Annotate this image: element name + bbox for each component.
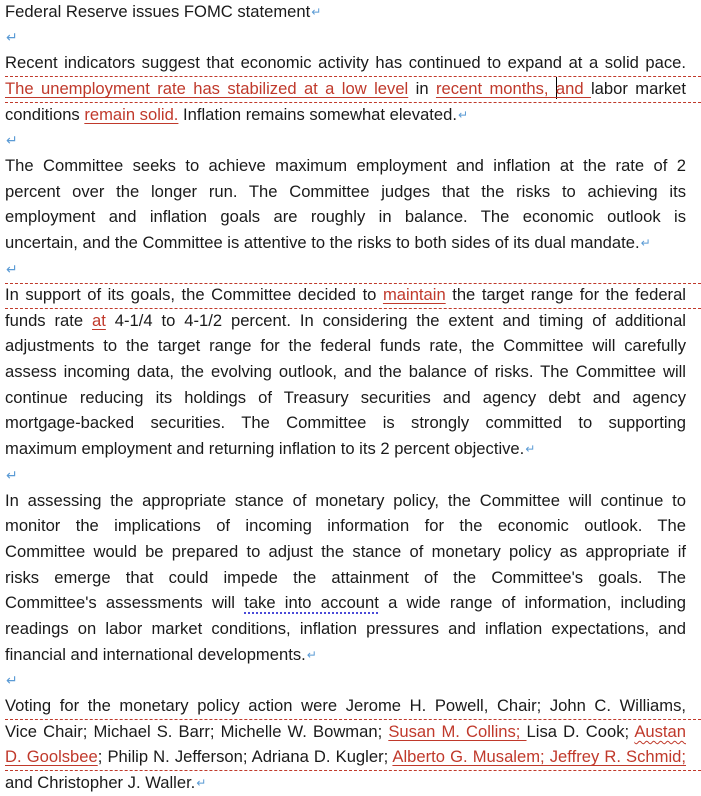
empty-paragraph[interactable]	[5, 668, 18, 693]
paragraph-5-line-4[interactable]	[5, 771, 206, 796]
empty-paragraph[interactable]	[5, 25, 18, 50]
text-run: In support of its goals, the Committee decided to	[5, 285, 383, 304]
paragraph-mark-icon: ↵	[6, 29, 18, 45]
text-run: readings on labor market conditions, inflation pressures and inflation expectations, and	[5, 619, 686, 638]
text-run: financial and international developments.	[5, 645, 306, 664]
inserted-text[interactable]: Susan M. Collins;	[388, 722, 527, 741]
paragraph-2-line-3[interactable]	[5, 205, 686, 230]
paragraph-3-line-6[interactable]	[5, 411, 686, 436]
text-run: Recent indicators suggest that economic activity has continued to expand at a solid pace.	[5, 53, 686, 72]
text-run: monitor the implications of incoming information for the economic outlook. The	[5, 516, 686, 535]
inserted-text[interactable]: recent months,	[435, 79, 556, 98]
text-run: funds rate	[5, 311, 93, 330]
text-run: and Christopher J. Waller.	[5, 773, 196, 792]
paragraph-3-line-4[interactable]	[5, 360, 686, 385]
paragraph-mark-icon: ↵	[6, 261, 18, 277]
text-run: Committee's assessments will	[5, 593, 245, 612]
paragraph-mark-icon: ↵	[306, 648, 317, 662]
text-run: Voting for the monetary policy action were Jerome H. Powell, Chair; John C. Williams,	[5, 696, 686, 715]
text-run: the target range for the federal	[445, 285, 686, 304]
paragraph-mark-icon: ↵	[640, 236, 651, 250]
text-run: mortgage-backed securities. The Committee is strongly committed to supporting	[5, 413, 686, 432]
paragraph-1-line-1[interactable]	[5, 51, 686, 76]
paragraph-3-line-5[interactable]	[5, 386, 686, 411]
inserted-text[interactable]: maintain	[382, 285, 446, 304]
paragraph-4-line-6[interactable]	[5, 617, 686, 642]
paragraph-4-line-5[interactable]	[5, 591, 686, 616]
paragraph-3-line-7[interactable]	[5, 437, 535, 462]
text-run: adjustments to the target range for the federal funds rate, the Committee will carefully	[5, 336, 686, 355]
paragraph-mark-icon: ↵	[6, 467, 18, 483]
paragraph-2-line-1[interactable]	[5, 154, 686, 179]
paragraph-5-line-3[interactable]	[5, 745, 686, 770]
paragraph-mark-icon: ↵	[196, 776, 207, 790]
paragraph-4-line-7[interactable]	[5, 643, 317, 668]
text-run: in	[408, 79, 436, 98]
paragraph-3-line-1[interactable]	[5, 283, 686, 308]
empty-paragraph[interactable]	[5, 463, 18, 488]
paragraph-mark-icon: ↵	[525, 442, 536, 456]
empty-paragraph[interactable]	[5, 257, 18, 282]
text-run: Committee would be prepared to adjust the stance of monetary policy as appropriate if	[5, 542, 686, 561]
paragraph-2-line-4[interactable]	[5, 231, 651, 256]
text-run: employment and inflation goals are roughly in balance. The economic outlook is	[5, 207, 686, 226]
text-run: ; Philip N. Jefferson; Adriana D. Kugler;	[97, 747, 393, 766]
text-run: a wide range of information, including	[378, 593, 686, 612]
paragraph-4-line-4[interactable]	[5, 566, 686, 591]
empty-paragraph[interactable]	[5, 128, 18, 153]
paragraph-mark-icon: ↵	[6, 132, 18, 148]
paragraph-5-line-2[interactable]	[5, 720, 686, 745]
paragraph-5-line-1[interactable]	[5, 694, 686, 719]
inserted-text[interactable]: D. Goolsbee	[5, 747, 98, 766]
inserted-text[interactable]: The unemployment rate has stabilized at a low level	[5, 79, 409, 98]
paragraph-4-line-3[interactable]	[5, 540, 686, 565]
inserted-text[interactable]: at	[92, 311, 106, 330]
paragraph-mark-icon: ↵	[311, 5, 322, 19]
text-run: percent over the longer run. The Committee judges that the risks to achieving its	[5, 182, 686, 201]
text-run: assess incoming data, the evolving outlook, and the balance of risks. The Committee will	[5, 362, 686, 381]
grammar-suggestion-text[interactable]: take into account	[244, 593, 379, 612]
inserted-text-spelling[interactable]: Austan	[634, 722, 686, 741]
paragraph-1-line-2[interactable]	[5, 77, 686, 102]
paragraph-4-line-2[interactable]	[5, 514, 686, 539]
text-run: 4-1/4 to 4-1/2 percent. In considering the extent and timing of additional	[105, 311, 686, 330]
paragraph-mark-icon: ↵	[457, 108, 469, 122]
text-run: Lisa D. Cook;	[526, 722, 635, 741]
text-run: The Committee seeks to achieve maximum employment and inflation at the rate of 2	[5, 156, 686, 175]
text-run: maximum employment and returning inflation to its 2 percent objective.	[5, 439, 525, 458]
inserted-text[interactable]: Alberto G. Musalem; Jeffrey R. Schmid;	[392, 747, 686, 766]
paragraph-4-line-1[interactable]	[5, 489, 686, 514]
paragraph-3-line-3[interactable]	[5, 334, 686, 359]
text-run: Vice Chair; Michael S. Barr; Michelle W. Bowman;	[5, 722, 389, 741]
paragraph-1-line-3[interactable]	[5, 103, 468, 128]
document-title-line[interactable]	[5, 0, 321, 25]
text-run: uncertain, and the Committee is attentive to the risks to both sides of its dual mandate.	[5, 233, 640, 252]
text-run: continue reducing its holdings of Treasury securities and agency debt and agency	[5, 388, 686, 407]
text-run: risks emerge that could impede the attainment of the Committee's goals. The	[5, 568, 686, 587]
text-run: conditions	[5, 105, 85, 124]
paragraph-3-line-2[interactable]	[5, 309, 686, 334]
text-run: In assessing the appropriate stance of monetary policy, the Committee will continue to	[5, 491, 686, 510]
text-run: Inflation remains somewhat elevated.	[178, 105, 457, 124]
document-title: Federal Reserve issues FOMC statement	[5, 2, 311, 21]
inserted-text[interactable]: and	[555, 79, 591, 98]
paragraph-mark-icon: ↵	[6, 672, 18, 688]
text-run: labor market	[591, 79, 687, 98]
paragraph-2-line-2[interactable]	[5, 180, 686, 205]
inserted-text[interactable]: remain solid.	[84, 105, 179, 124]
